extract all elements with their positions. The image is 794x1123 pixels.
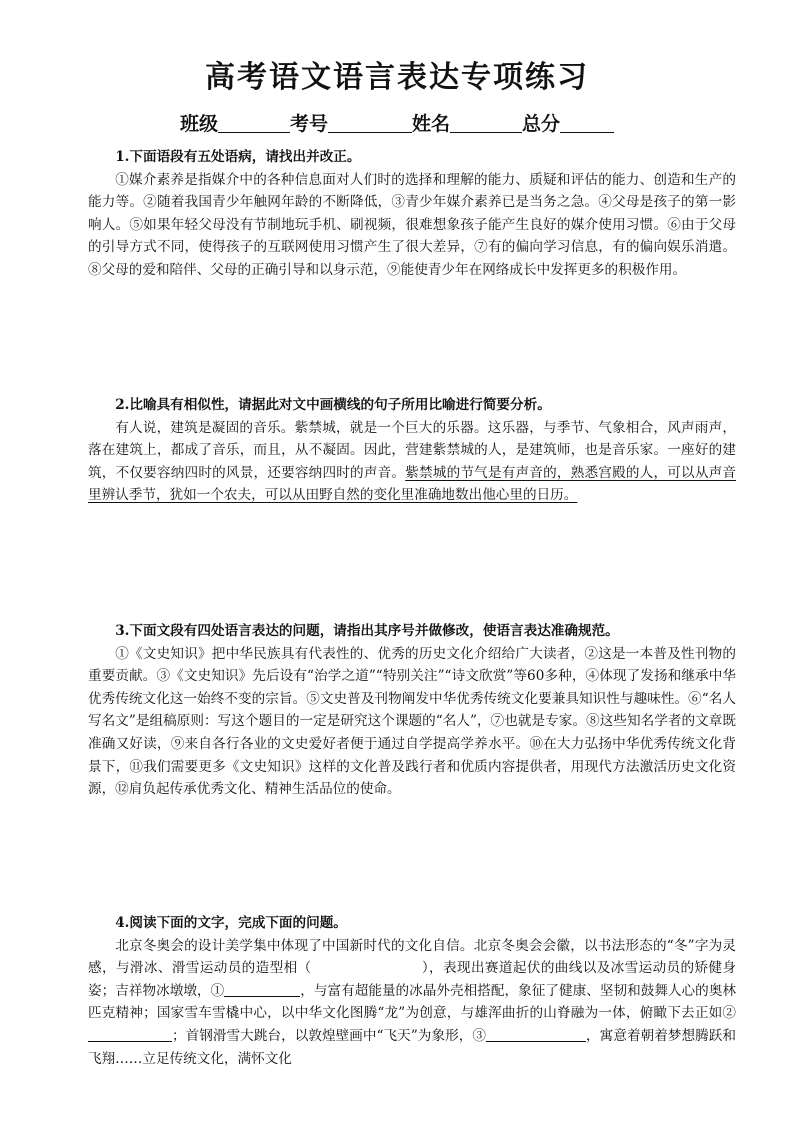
page-title: 高考语文语言表达专项练习: [205, 60, 589, 95]
question-1: [88, 146, 736, 282]
question-4-text-5: ，寓意着朝着梦想腾跃和飞翔……立足传统文化，满怀文化: [88, 1027, 737, 1067]
name-blank[interactable]: [450, 112, 522, 133]
question-2-passage: [88, 417, 736, 507]
exam-number-label: 考号: [289, 113, 328, 135]
question-3: [88, 620, 736, 801]
fill-blank-2[interactable]: [88, 1027, 172, 1042]
question-3-prompt: 3.下面文段有四处语言表达的问题，请指出其序号并做修改，使语言表达准确规范。: [115, 623, 619, 639]
question-2-prompt: 2.比喻具有相似性，请据此对文中画横线的句子所用比喻进行简要分析。: [115, 397, 551, 413]
question-4-prompt: 4.阅读下面的文字，完成下面的问题。: [115, 915, 347, 931]
exam-number-blank[interactable]: [328, 112, 412, 133]
question-4-text-4: ；首钢滑雪大跳台，以敦煌壁画中“飞天”为象形，③: [172, 1027, 486, 1044]
question-2-underlined-sentence: 紫禁城的节气是有声音的，熟悉宫殿的人，可以从声音里辨认季节，犹如一个农夫，可以从田野自然的变化里准确地数出他心里的日历。: [88, 464, 736, 504]
fill-blank-3[interactable]: [486, 1027, 586, 1042]
student-info-line: [0, 110, 794, 138]
question-4-text-2: ），表现出赛道起伏的曲线以及冰雪运动员的矫健身姿；吉祥物冰墩墩，①: [88, 960, 737, 999]
question-2-plain-text: 有人说，建筑是凝固的音乐。紫禁城，就是一个巨大的乐器。这乐器，与季节、气象相合，风声雨声，落在建筑上，都成了音乐，而且，从不凝固。因此，营建紫禁城的人，是建筑师，也是音乐家。一座好的建筑，不仅要容纳四时的风景，还要容纳四时的声音。: [88, 419, 736, 481]
score-blank[interactable]: [560, 112, 614, 133]
class-label: 班级: [179, 113, 218, 135]
question-4-text-3: ，与富有超能量的冰晶外壳相搭配，象征了健康、坚韧和鼓舞人心的奥林匹克精神；国家雪车雪橇中心，以中华文化图腾“龙”为创意，与雄浑曲折的山脊融为一体，俯瞰下去正如②: [88, 982, 737, 1022]
question-4-text-1: 北京冬奥会的设计美学集中体现了中国新时代的文化自信。北京冬奥会会徽，以书法形态的“冬”字为灵感，与滑冰、滑雪运动员的造型相（: [88, 937, 736, 977]
fill-blank-1[interactable]: [224, 982, 300, 997]
question-3-passage: ①《文史知识》把中华民族具有代表性的、优秀的历史文化介绍给广大读者，②这是一本普及性刊物的重要贡献。③《文史知识》先后设有“治学之道”“特别关注”“诗文欣赏”等60多种，④体现了发扬和继承中华优秀传统文化这一始终不变的宗旨。⑤文史普及刊物阐发中华优秀传统文化要兼具知识性与趣味性。⑥“名人写名文”是组稿原则：写这个题目的一定是研究这个课题的“名人”，⑦也就是专家。⑧这些知名学者的文章既准确又好读，⑨来自各行各业的文史爱好者便于通过自学提高学养水平。⑩在大力弘扬中华优秀传统文化背景下，⑪我们需要更多《文史知识》这样的文化普及践行者和优质内容提供者，用现代方法激活历史文化资源，⑫肩负起传承优秀文化、精神生活品位的使命。: [88, 645, 736, 798]
question-2: [88, 394, 736, 507]
score-label: 总分: [522, 113, 561, 135]
name-label: 姓名: [412, 113, 451, 135]
class-blank[interactable]: [218, 112, 290, 133]
question-1-passage: ①媒介素养是指媒介中的各种信息面对人们时的选择和理解的能力、质疑和评估的能力、创造和生产的能力等。②随着我国青少年触网年龄的不断降低，③青少年媒介素养已是当务之急。④父母是孩子的第一影响人。⑤如果年轻父母没有节制地玩手机、刷视频，很难想象孩子能产生良好的媒介使用习惯。⑥由于父母的引导方式不同，使得孩子的互联网使用习惯产生了很大差异，⑦有的偏向学习信息，有的偏向娱乐消遣。⑧父母的爱和陪伴、父母的正确引导和以身示范，⑨能使青少年在网络成长中发挥更多的积极作用。: [88, 171, 736, 278]
question-4-passage: [88, 935, 736, 1071]
question-4: [88, 912, 736, 1070]
question-1-prompt: 1.下面语段有五处语病，请找出并改正。: [115, 149, 361, 165]
